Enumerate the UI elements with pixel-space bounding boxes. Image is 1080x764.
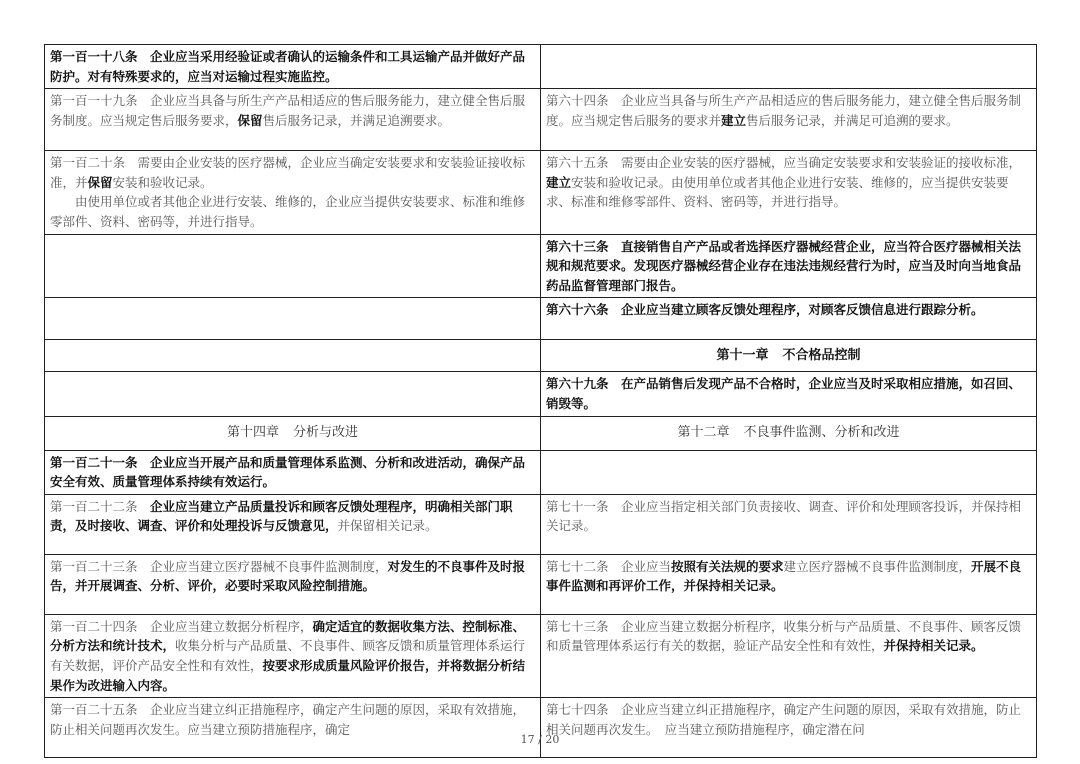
article-text: 第一百二十二条 bbox=[50, 498, 151, 514]
previous-provision-cell bbox=[541, 372, 1037, 416]
previous-provision-cell bbox=[541, 340, 1037, 372]
article-text: 收集分析与产品质量、不良事件、顾客反馈和质量管理体系运行有关数据，评价产品安全性和有效性， bbox=[50, 638, 526, 673]
article-text: 并保留相关记录。 bbox=[337, 518, 438, 534]
article-paragraph: 由使用单位或者其他企业进行安装、维修的，企业应当提供安装要求、标准和维修零部件、资料、密码等，并进行指导。 bbox=[50, 194, 526, 229]
table-row bbox=[45, 89, 1037, 151]
chapter-number: 第十一章 bbox=[716, 348, 769, 364]
article-text: 售后服务记录，并满足追溯要求。 bbox=[262, 112, 451, 128]
article-text: 第七十一条 企业应当指定相关部门负责接收、调查、评价和处理顾客投诉，并保持相关记录。 bbox=[546, 498, 1022, 534]
article-paragraph bbox=[50, 153, 535, 192]
previous-provision-cell bbox=[541, 450, 1037, 494]
article-text: 对发生的不良事件及时报告，并开展调查、分析、评价，必要时采取风险控制措施。 bbox=[50, 558, 526, 594]
article-text: 第一百一十九条 企业应当具备与所生产产品相适应的售后服务能力，建立健全售后服务制度。应当规定售后服务要求， bbox=[50, 93, 526, 128]
current-provision-cell bbox=[45, 372, 541, 416]
current-provision-cell bbox=[45, 45, 541, 89]
chapter-number: 第十二章 bbox=[677, 425, 730, 441]
page-number bbox=[0, 733, 1080, 746]
previous-provision-cell bbox=[541, 494, 1037, 554]
current-provision-cell bbox=[45, 614, 541, 697]
table-row bbox=[45, 372, 1037, 416]
article-text: 第一百二十条 需要由企业安装的医疗器械，企业应当确定安装要求和安装验证接收标准，并 bbox=[50, 155, 526, 190]
article-text: 第六十六条 企业应当建立顾客反馈处理程序，对顾客反馈信息进行跟踪分析。 bbox=[546, 302, 984, 318]
current-provision-cell bbox=[45, 89, 541, 151]
article-text: 第六十九条 在产品销售后发现产品不合格时，企业应当及时采取相应措施，如召回、销毁等。 bbox=[546, 376, 1022, 411]
previous-provision-cell bbox=[541, 554, 1037, 614]
article-text: 建立 bbox=[546, 174, 572, 190]
article-text: 第一百二十一条 企业应当开展产品和质量管理体系监测、分析和改进活动，确保产品安全有效、质量管理体系持续有效运行。 bbox=[50, 454, 526, 490]
article-text: 按照有关法规的要求 bbox=[671, 558, 784, 574]
article-text: 安装和验收记录。由使用单位或者其他企业进行安装、维修的，应当提供安装要求、标准和维修零部件、资料、密码等，并进行指导。 bbox=[546, 174, 1009, 210]
table-row bbox=[45, 45, 1037, 89]
table-row bbox=[45, 416, 1037, 450]
current-provision-cell bbox=[45, 698, 541, 758]
article-text: 第一百二十五条 企业应当建立纠正措施程序，确定产生问题的原因，采取有效措施，防止相关问题再次发生。应当建立预防措施程序，确定 bbox=[50, 702, 526, 737]
current-provision-cell bbox=[45, 494, 541, 554]
table-row bbox=[45, 494, 1037, 554]
current-provision-cell bbox=[45, 151, 541, 234]
article-text: 第一百一十八条 企业应当采用经验证或者确认的运输条件和工具运输产品并做好产品防护。对有特殊要求的，应当对运输过程实施监控。 bbox=[50, 49, 526, 84]
article-text: 售后服务记录，并满足可追溯的要求。 bbox=[746, 112, 959, 128]
article-paragraph bbox=[546, 617, 1031, 656]
table-row bbox=[45, 151, 1037, 234]
article-paragraph bbox=[50, 617, 535, 695]
article-text: 按要求形成质量风险评价报告，并将数据分析结果作为改进输入内容。 bbox=[50, 657, 526, 693]
previous-provision-cell bbox=[541, 614, 1037, 697]
article-text: 开展不良事件监测和再评价工作，并保持相关记录。 bbox=[546, 558, 1022, 594]
previous-provision-cell bbox=[541, 416, 1037, 450]
current-provision-cell bbox=[45, 234, 541, 298]
table-row bbox=[45, 554, 1037, 614]
table-row bbox=[45, 340, 1037, 372]
previous-provision-cell bbox=[541, 45, 1037, 89]
table-row bbox=[45, 234, 1037, 298]
previous-provision-cell bbox=[541, 698, 1037, 758]
article-paragraph bbox=[546, 237, 1031, 296]
chapter-title: 不合格品控制 bbox=[782, 348, 861, 364]
article-paragraph bbox=[546, 374, 1031, 413]
article-paragraph bbox=[50, 497, 535, 536]
chapter-title: 分析与改进 bbox=[293, 425, 359, 441]
article-paragraph bbox=[50, 453, 535, 492]
article-paragraph bbox=[50, 557, 535, 596]
page-separator: / bbox=[538, 733, 542, 746]
article-text: 第六十三条 直接销售自产产品或者选择医疗器械经营企业，应当符合医疗器械相关法规和规范要求。发现医疗器械经营企业存在违法违规经营行为时，应当及时向当地食品药品监督管理部门报告。 bbox=[546, 238, 1022, 293]
article-text: 第一百二十四条 企业应当建立数据分析程序， bbox=[50, 618, 313, 634]
article-text: 第七十三条 企业应当建立数据分析程序，收集分析与产品质量、不良事件、顾客反馈和质量管理体系运行有关的数据，验证产品安全性和有效性， bbox=[546, 618, 1022, 654]
article-paragraph bbox=[546, 300, 1031, 320]
chapter-number: 第十四章 bbox=[226, 425, 279, 441]
article-text: 第七十四条 企业应当建立纠正措施程序，确定产生问题的原因，采取有效措施，防止相关问题再次发生。 应当建立预防措施程序，确定潜在问 bbox=[546, 702, 1022, 737]
article-text: 并保持相关记录。 bbox=[883, 638, 984, 654]
article-text: 第一百二十三条 企业应当建立医疗器械不良事件监测制度， bbox=[50, 558, 388, 574]
current-provision-cell bbox=[45, 298, 541, 340]
page-total: 20 bbox=[545, 733, 560, 746]
regulation-comparison-table bbox=[44, 44, 1037, 758]
article-text: 企业应当建立产品质量投诉和顾客反馈处理程序，明确相关部门职责，及时接收、调查、评价和处理投诉与反馈意见， bbox=[50, 498, 513, 534]
previous-provision-cell bbox=[541, 151, 1037, 234]
article-text: 第六十四条 企业应当具备与所生产产品相适应的售后服务能力，建立健全售后服务制度。应当规定售后服务的要求并 bbox=[546, 93, 1022, 128]
table-row bbox=[45, 698, 1037, 758]
article-paragraph bbox=[50, 47, 535, 86]
previous-provision-cell bbox=[541, 298, 1037, 340]
article-text: 安装和验收记录。 bbox=[112, 174, 213, 190]
article-paragraph bbox=[546, 153, 1031, 212]
article-text: 保留 bbox=[237, 112, 263, 128]
current-provision-cell bbox=[45, 340, 541, 372]
article-text: 建立 bbox=[721, 112, 747, 128]
previous-provision-cell bbox=[541, 89, 1037, 151]
article-paragraph bbox=[546, 91, 1031, 130]
table-row bbox=[45, 298, 1037, 340]
current-provision-cell bbox=[45, 416, 541, 450]
article-paragraph bbox=[546, 497, 1031, 536]
table-row bbox=[45, 614, 1037, 697]
article-text: 第七十二条 企业应当 bbox=[546, 558, 672, 574]
current-provision-cell bbox=[45, 450, 541, 494]
current-provision-cell bbox=[45, 554, 541, 614]
article-paragraph bbox=[546, 557, 1031, 596]
article-text: 保留 bbox=[87, 174, 113, 190]
article-text: 建立医疗器械不良事件监测制度， bbox=[783, 558, 972, 574]
article-paragraph bbox=[50, 91, 535, 130]
table-row bbox=[45, 450, 1037, 494]
page-current: 17 bbox=[520, 733, 535, 746]
previous-provision-cell bbox=[541, 234, 1037, 298]
chapter-title: 不良事件监测、分析和改进 bbox=[743, 425, 900, 441]
article-text: 确定适宜的数据收集方法、控制标准、分析方法和统计技术， bbox=[50, 618, 526, 654]
article-text: 第六十五条 需要由企业安装的医疗器械，应当确定安装要求和安装验证的接收标准， bbox=[546, 155, 1022, 171]
